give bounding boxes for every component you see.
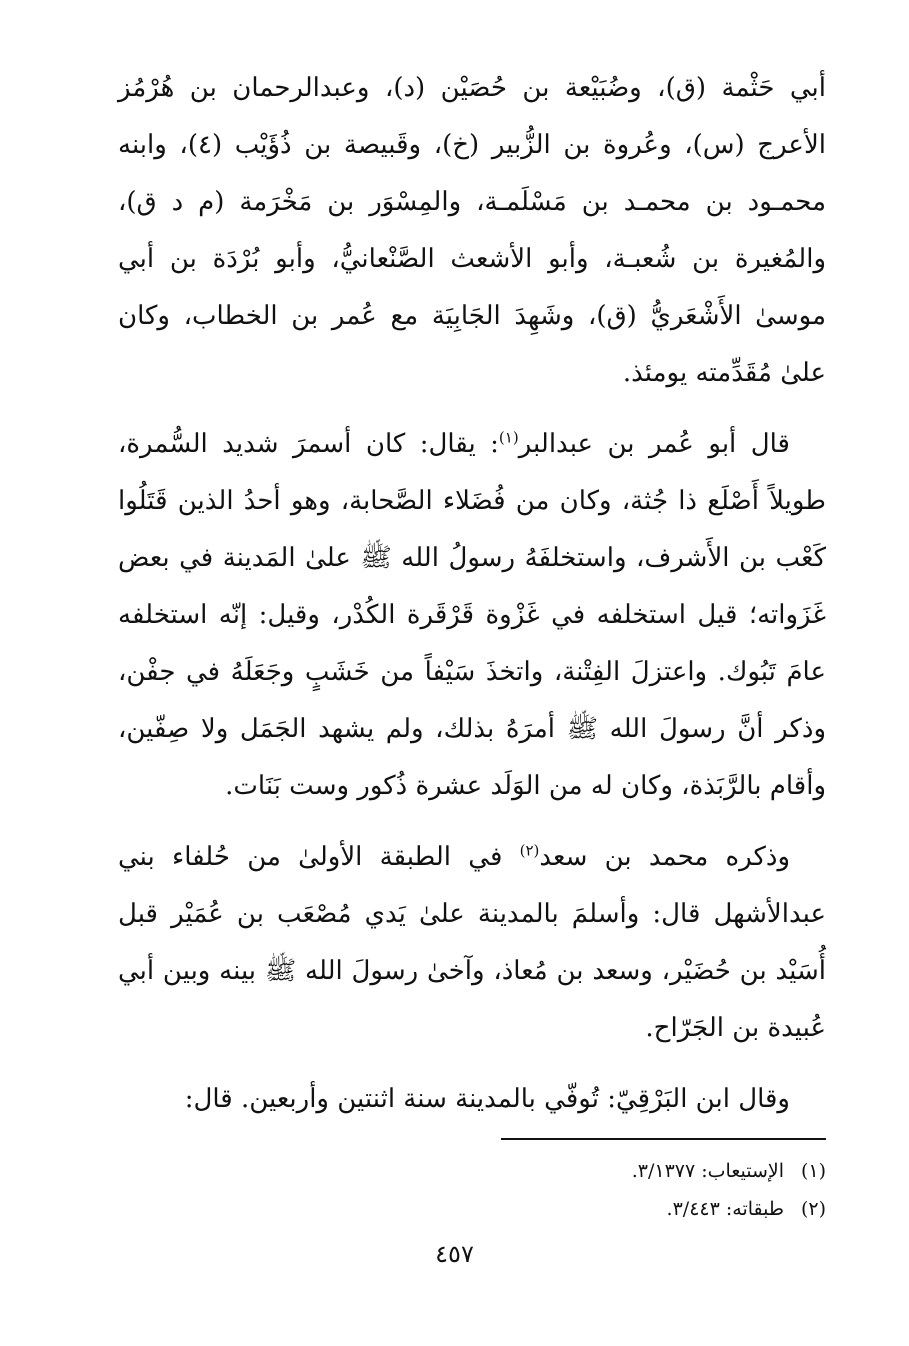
paragraph-2-lead: قال أبو عُمر بن عبدالبر xyxy=(518,429,790,459)
paragraph-3-lead: وذكره محمد بن سعد xyxy=(539,842,791,872)
paragraph-2-body: : يقال: كان أسمرَ شديد السُّمرة، طويلاً أَصْلَع ذا جُثة، وكان من فُضَلاء الصَّحابة، وهو أحدُ الذين قَتَلُوا كَعْب بن الأَشرف، واستخلفَهُ رسولُ الله ﷺ علىٰ المَدينة في بعض غَزَواته؛ قيل استخلفه في غَزْوة قَرْقَرة الكُدْر، وقيل: إنّه استخلفه عامَ تَبُوك. واعتزلَ الفِتْنة، واتخذَ سَيْفاً من خَشَبٍ وجَعَلَهُ في جفْن، وذكر أنَّ رسولَ الله ﷺ أمرَهُ بذلك، ولم يشهد الجَمَل ولا صِفّين، وأقام بالرَّبَذة، وكان له من الوَلَد عشرة ذُكور وست بَنَات. xyxy=(118,429,826,801)
paragraph-2 xyxy=(118,416,826,815)
paragraph-1: أبي حَثْمة (ق)، وضُبَيْعة بن حُصَيْن (د)، وعبدالرحمان بن هُرْمُز الأعرج (س)، وعُروة بن الزُّبير (خ)، وقَبيصة بن ذُؤَيْب (٤)، وابنه محمـود بن محمـد بن مَسْلَمـة، والمِسْوَر بن مَخْرَمة (م د ق)، والمُغيرة بن شُعبـة، وأبو الأشعث الصَّنْعانيُّ، وأبو بُرْدَة بن أبي موسىٰ الأَشْعَريُّ (ق)، وشَهِدَ الجَابِيَة مع عُمر بن الخطاب، وكان علىٰ مُقَدِّمته يومئذ. xyxy=(118,73,827,388)
footnote-text: الإستيعاب: ٣/١٣٧٧. xyxy=(631,1160,784,1182)
footnote-ref-2: (٢) xyxy=(519,841,540,860)
paragraph-4: وقال ابن البَرْقِيّ: تُوفّي بالمدينة سنة اثنتين وأربعين. قال: xyxy=(184,1084,790,1114)
footnote-ref-1: (١) xyxy=(498,428,519,447)
footnote-text: طبقاته: ٣/٤٤٣. xyxy=(666,1198,784,1220)
footnote-number: (١) xyxy=(800,1160,826,1182)
body-text xyxy=(118,60,826,1142)
footnote-separator xyxy=(501,1138,826,1140)
footnote-2 xyxy=(118,1190,826,1228)
footnotes xyxy=(118,1152,826,1228)
paragraph-3-body: في الطبقة الأولىٰ من حُلفاء بني عبدالأشهل قال: وأسلمَ بالمدينة علىٰ يَدي مُصْعَب بن عُمَيْر قبل أُسَيْد بن حُضَيْر، وسعد بن مُعاذ، وآخىٰ رسولَ الله ﷺ بينه وبين أبي عُبيدة بن الجَرّاح. xyxy=(118,842,826,1043)
footnote-number: (٢) xyxy=(800,1198,826,1220)
paragraph-3 xyxy=(118,829,826,1057)
footnote-1 xyxy=(118,1152,826,1190)
page-number: ٤٥٧ xyxy=(435,1240,474,1268)
